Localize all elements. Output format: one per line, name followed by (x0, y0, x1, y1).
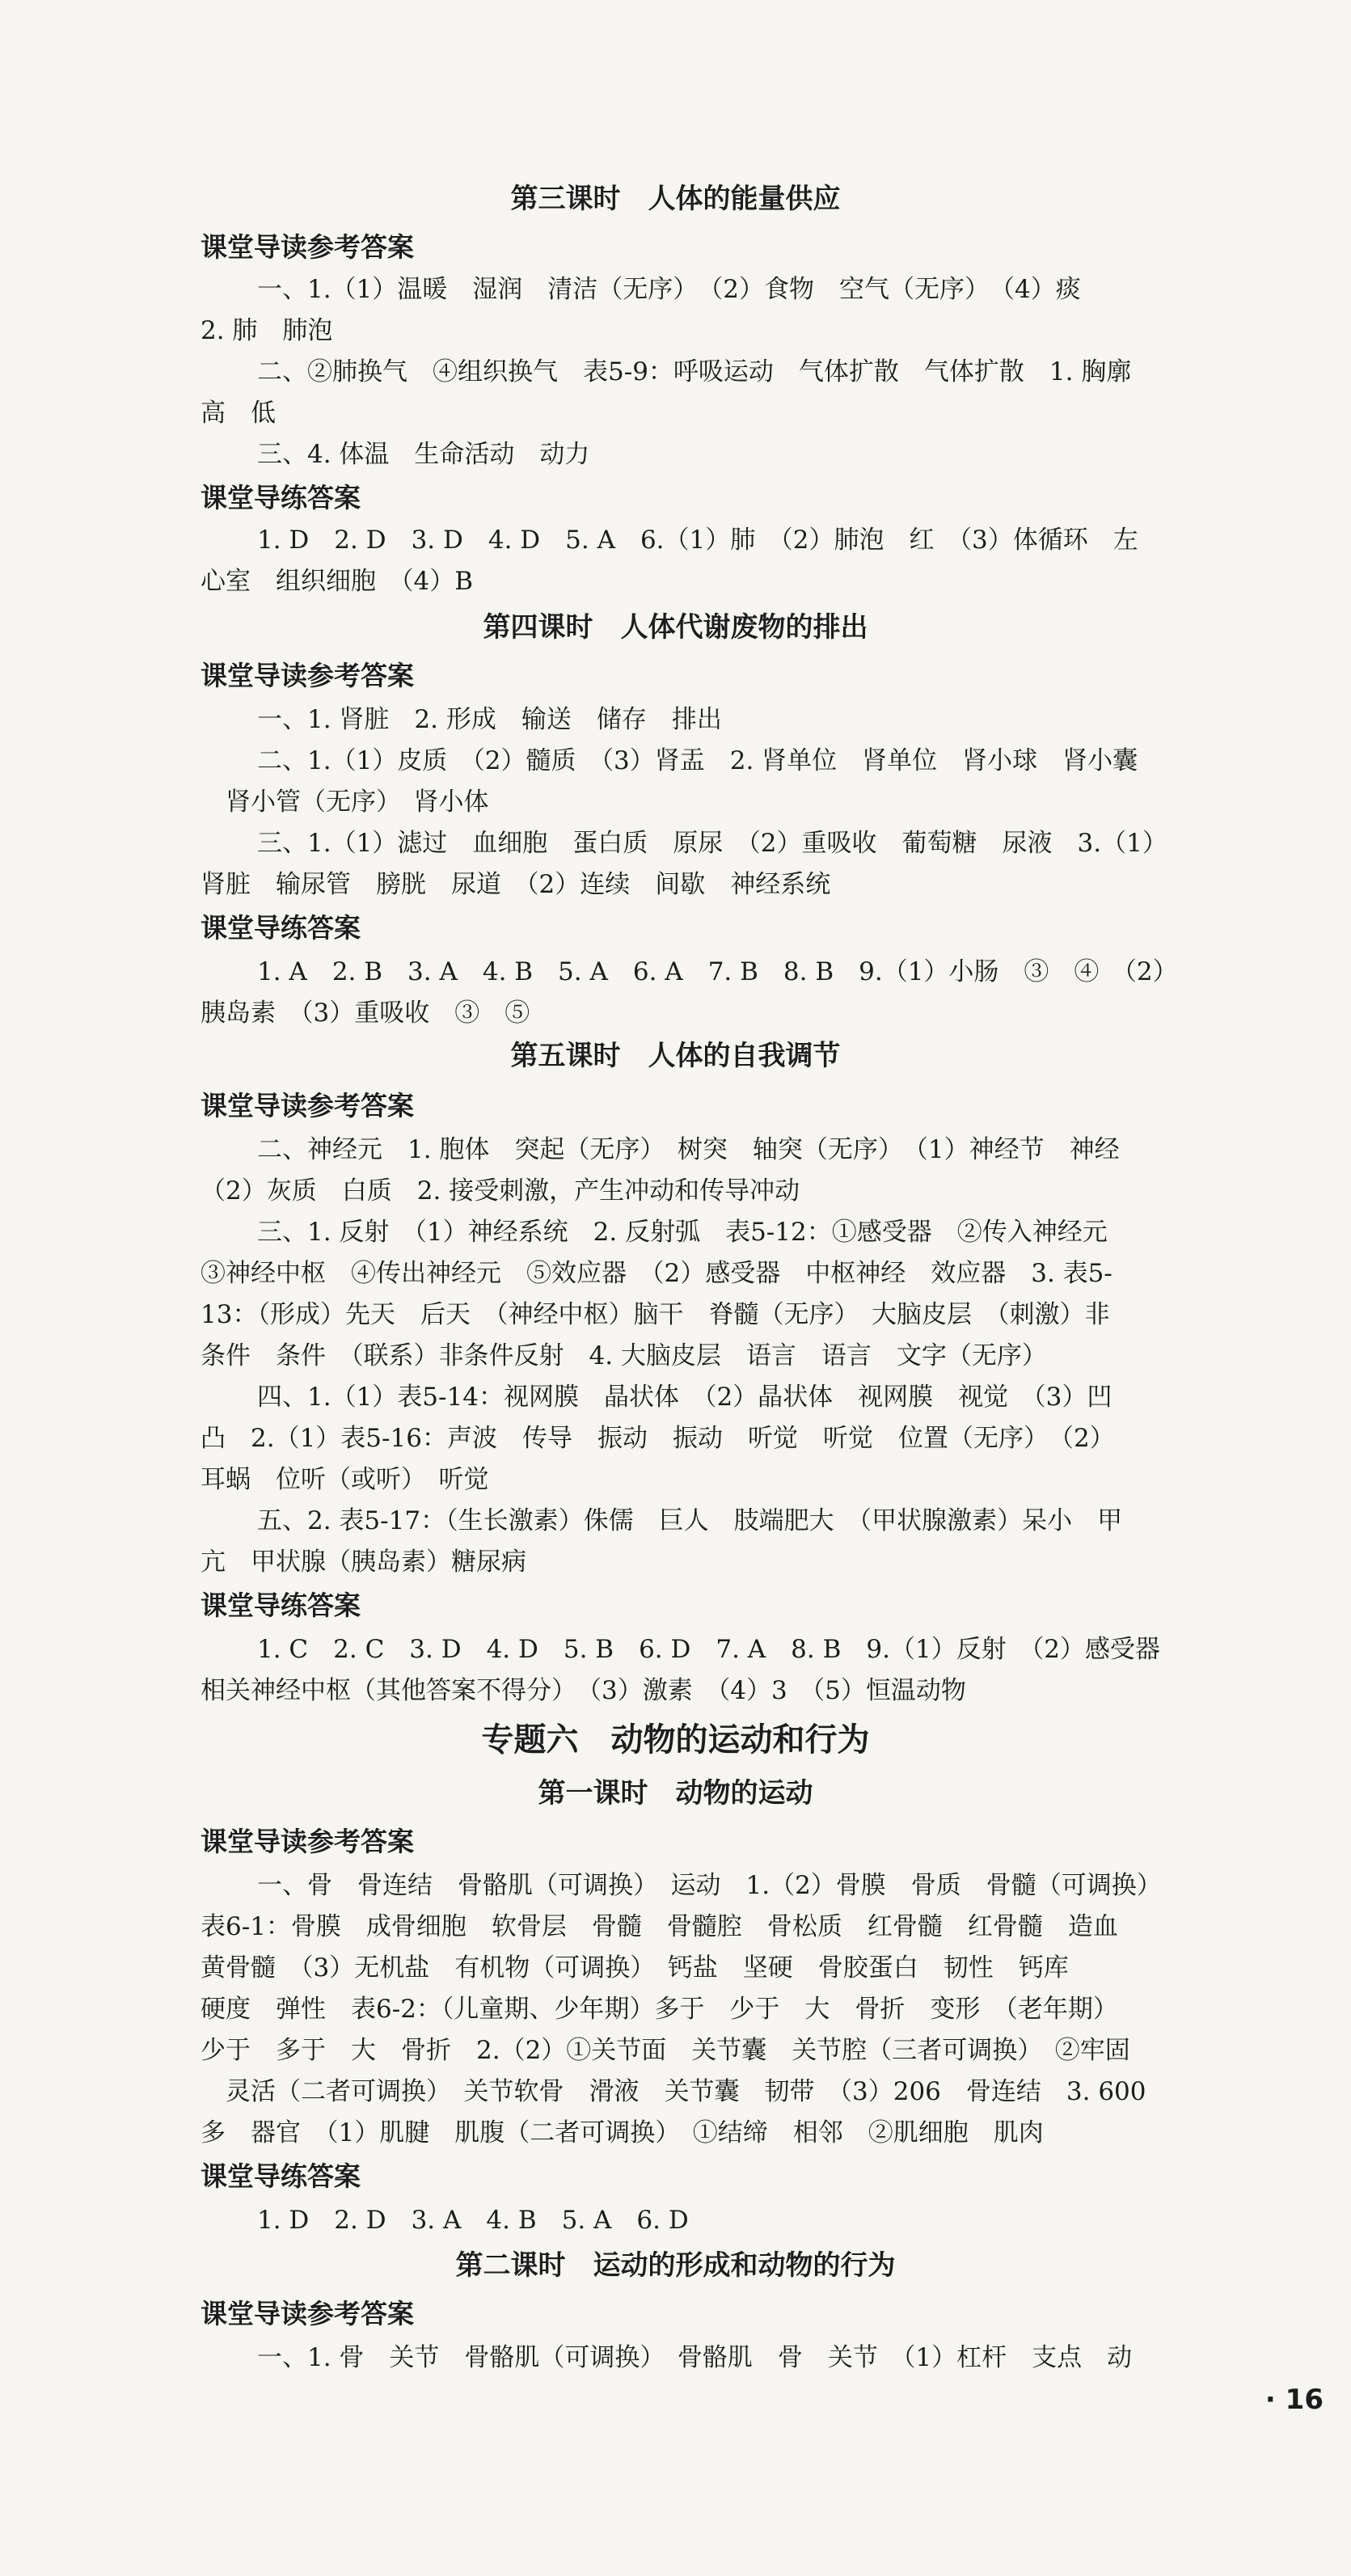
answer-line: 五、2. 表5-17：（生长激素）侏儒 巨人 肢端肥大 （甲状腺激素）呆小 甲 (257, 1506, 1123, 1535)
section-title: 第二课时 运动的形成和动物的行为 (455, 2249, 896, 2282)
answer-line: 表6-1：骨膜 成骨细胞 软骨层 骨髓 骨髓腔 骨松质 红骨髓 红骨髓 造血 (201, 1912, 1118, 1941)
answer-line: 1. D 2. D 3. A 4. B 5. A 6. D (257, 2206, 689, 2235)
answer-line: 二、1.（1）皮质 （2）髓质 （3）肾盂 2. 肾单位 肾单位 肾小球 肾小囊 (257, 746, 1138, 775)
answer-line: 1. C 2. C 3. D 4. D 5. B 6. D 7. A 8. B 9.（1）反射 （2）感受器 (257, 1635, 1160, 1664)
answer-line: 四、1.（1）表5-14：视网膜 晶状体 （2）晶状体 视网膜 视觉 （3）凹 (257, 1383, 1112, 1412)
answer-line: 胰岛素 （3）重吸收 ③ ⑤ (201, 999, 530, 1028)
section-heading: 课堂导读参考答案 (201, 231, 414, 263)
answer-line: ③神经中枢 ④传出神经元 ⑤效应器 （2）感受器 中枢神经 效应器 3. 表5- (201, 1259, 1112, 1288)
answer-line: 心室 组织细胞 （4）B (201, 567, 474, 596)
answer-line: 一、1.（1）温暖 湿润 清洁（无序） （2）食物 空气（无序） （4）痰 (257, 275, 1081, 304)
section-heading: 课堂导练答案 (201, 2160, 361, 2192)
answer-line: 1. A 2. B 3. A 4. B 5. A 6. A 7. B 8. B 9.（1）小肠 ③ ④ （2） (257, 957, 1178, 986)
answer-line: 凸 2.（1）表5-16：声波 传导 振动 振动 听觉 听觉 位置（无序） （2） (201, 1424, 1115, 1453)
answer-line: 一、骨 骨连结 骨骼肌（可调换） 运动 1.（2）骨膜 骨质 骨髓（可调换） (257, 1871, 1162, 1900)
answer-line: 亢 甲状腺（胰岛素）糖尿病 (201, 1548, 526, 1577)
answer-line: 1. D 2. D 3. D 4. D 5. A 6.（1）肺 （2）肺泡 红 （3）体循环 左 (257, 526, 1138, 555)
answer-line: 二、神经元 1. 胞体 突起（无序） 树突 轴突（无序） （1）神经节 神经 (257, 1135, 1120, 1164)
answer-line: 一、1. 肾脏 2. 形成 输送 储存 排出 (257, 705, 722, 734)
answer-line: 一、1. 骨 关节 骨骼肌（可调换） 骨骼肌 骨 关节 （1）杠杆 支点 动 (257, 2343, 1133, 2372)
answer-line: 三、1.（1）滤过 血细胞 蛋白质 原尿 （2）重吸收 葡萄糖 尿液 3.（1） (257, 829, 1167, 858)
answer-line: 相关神经中枢（其他答案不得分） （3）激素 （4）3 （5）恒温动物 (201, 1676, 966, 1705)
page-number: · 16 (1264, 2384, 1324, 2416)
section-heading: 课堂导练答案 (201, 912, 361, 944)
answer-line: 三、4. 体温 生命活动 动力 (257, 440, 590, 469)
answer-line: （2）灰质 白质 2. 接受刺激，产生冲动和传导冲动 (201, 1176, 800, 1206)
answer-line: 二、②肺换气 ④组织换气 表5-9：呼吸运动 气体扩散 气体扩散 1. 胸廓 (257, 357, 1132, 386)
section-heading: 课堂导练答案 (201, 482, 361, 513)
answer-line: 肾小管（无序） 肾小体 (201, 788, 489, 817)
answer-line: 肾脏 输尿管 膀胱 尿道 （2）连续 间歇 神经系统 (201, 870, 831, 899)
section-title: 第五课时 人体的自我调节 (510, 1040, 841, 1072)
answer-line: 13：（形成）先天 后天 （神经中枢）脑干 脊髓（无序） 大脑皮层 （刺激）非 (201, 1300, 1110, 1329)
section-heading: 课堂导读参考答案 (201, 2298, 414, 2329)
answer-line: 三、1. 反射 （1）神经系统 2. 反射弧 表5-12：①感受器 ②传入神经元 (257, 1218, 1108, 1247)
answer-line: 多 器官 （1）肌腱 肌腹（二者可调换） ①结缔 相邻 ②肌细胞 肌肉 (201, 2118, 1044, 2147)
section-title: 第四课时 人体代谢废物的排出 (483, 611, 868, 644)
section-heading: 课堂导练答案 (201, 1590, 361, 1621)
answer-line: 灵活（二者可调换） 关节软骨 滑液 关节囊 韧带 （3）206 骨连结 3. 600 (201, 2077, 1146, 2106)
section-heading: 课堂导读参考答案 (201, 660, 414, 691)
answer-line: 黄骨髓 （3）无机盐 有机物（可调换） 钙盐 坚硬 骨胶蛋白 韧性 钙库 (201, 1953, 1069, 1983)
answer-line: 少于 多于 大 骨折 2.（2）①关节面 关节囊 关节腔（三者可调换） ②牢固 (201, 2036, 1130, 2065)
answer-line: 高 低 (201, 399, 276, 428)
topic-title: 专题六 动物的运动和行为 (481, 1721, 870, 1759)
section-title: 第三课时 人体的能量供应 (510, 183, 841, 215)
answer-line: 硬度 弹性 表6-2：（儿童期、少年期）多于 少于 大 骨折 变形 （老年期） (201, 1995, 1118, 2024)
section-title: 第一课时 动物的运动 (538, 1777, 813, 1810)
answer-line: 耳蜗 位听（或听） 听觉 (201, 1465, 489, 1494)
answer-line: 2. 肺 肺泡 (201, 316, 333, 345)
answer-line: 条件 条件 （联系）非条件反射 4. 大脑皮层 语言 语言 文字（无序） (201, 1341, 1047, 1370)
section-heading: 课堂导读参考答案 (201, 1090, 414, 1121)
section-heading: 课堂导读参考答案 (201, 1826, 414, 1857)
